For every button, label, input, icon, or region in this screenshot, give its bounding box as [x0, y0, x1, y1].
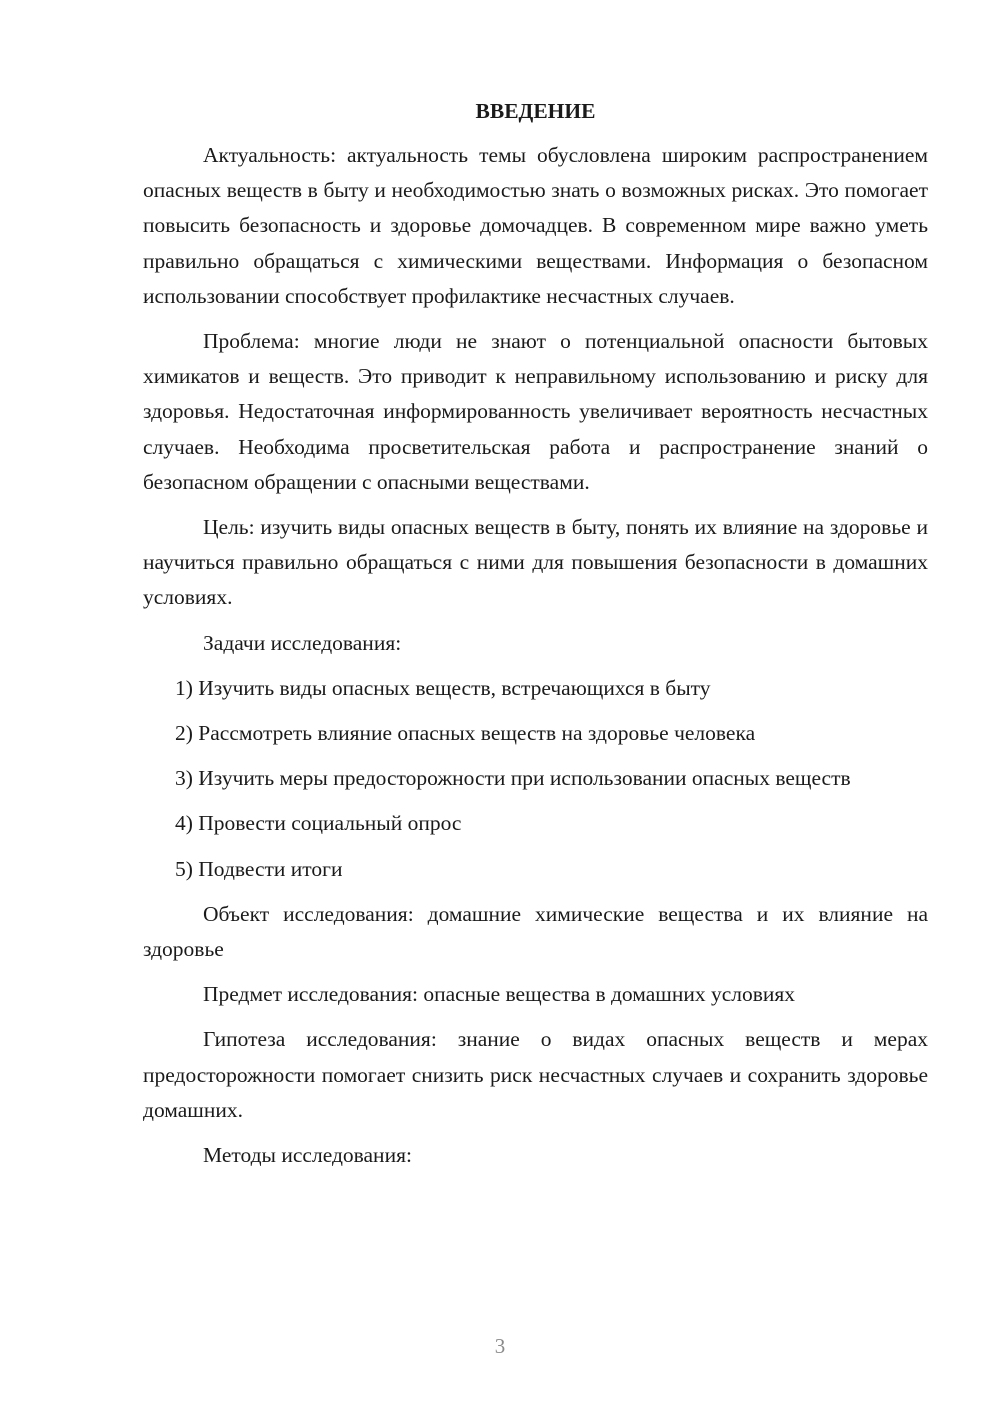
task-item-5: 5) Подвести итоги	[175, 856, 343, 881]
page-title: ВВЕДЕНИЕ	[475, 99, 596, 123]
task-item-2: 2) Рассмотреть влияние опасных веществ на здоровье человека	[175, 721, 756, 746]
hypothesis-paragraph: Гипотеза исследования: знание о видах опасных веществ и мерах предосторожности помогает снизить риск несчастных случаев и сохранить здоровье домашних.	[143, 1027, 928, 1122]
methods-heading: Методы исследования:	[203, 1143, 412, 1168]
relevance-paragraph: Актуальность: актуальность темы обусловлена широким распространением опасных веществ в быту и необходимостью знать о возможных рисках. Это помогает повысить безопасность и здоровье домочадцев. В современном мире важно уметь правильно обращаться с химическими веществами. Информация о безопасном использовании способствует профилактике несчастных случаев.	[143, 143, 928, 308]
tasks-heading: Задачи исследования:	[203, 630, 402, 655]
task-item-4: 4) Провести социальный опрос	[175, 811, 462, 836]
task-item-1: 1) Изучить виды опасных веществ, встречающихся в быту	[175, 675, 711, 700]
problem-paragraph: Проблема: многие люди не знают о потенциальной опасности бытовых химикатов и веществ. Это приводит к неправильному использованию и риску для здоровья. Недостаточная информированность увеличивает вероятность несчастных случаев. Необходима просветительская работа и распространение знаний о безопасном обращении с опасными веществами.	[143, 329, 928, 494]
tasks-list	[143, 671, 928, 887]
subject-paragraph: Предмет исследования: опасные вещества в домашних условиях	[203, 982, 796, 1007]
object-paragraph: Объект исследования: домашние химические вещества и их влияние на здоровье	[143, 901, 928, 962]
task-item-3: 3) Изучить меры предосторожности при использовании опасных веществ	[175, 766, 851, 791]
goal-paragraph: Цель: изучить виды опасных веществ в быту, понять их влияние на здоровье и научиться правильно обращаться с ними для повышения безопасности в домашних условиях.	[143, 515, 928, 610]
document-page	[143, 94, 928, 1183]
page-number: 3	[494, 1334, 506, 1358]
